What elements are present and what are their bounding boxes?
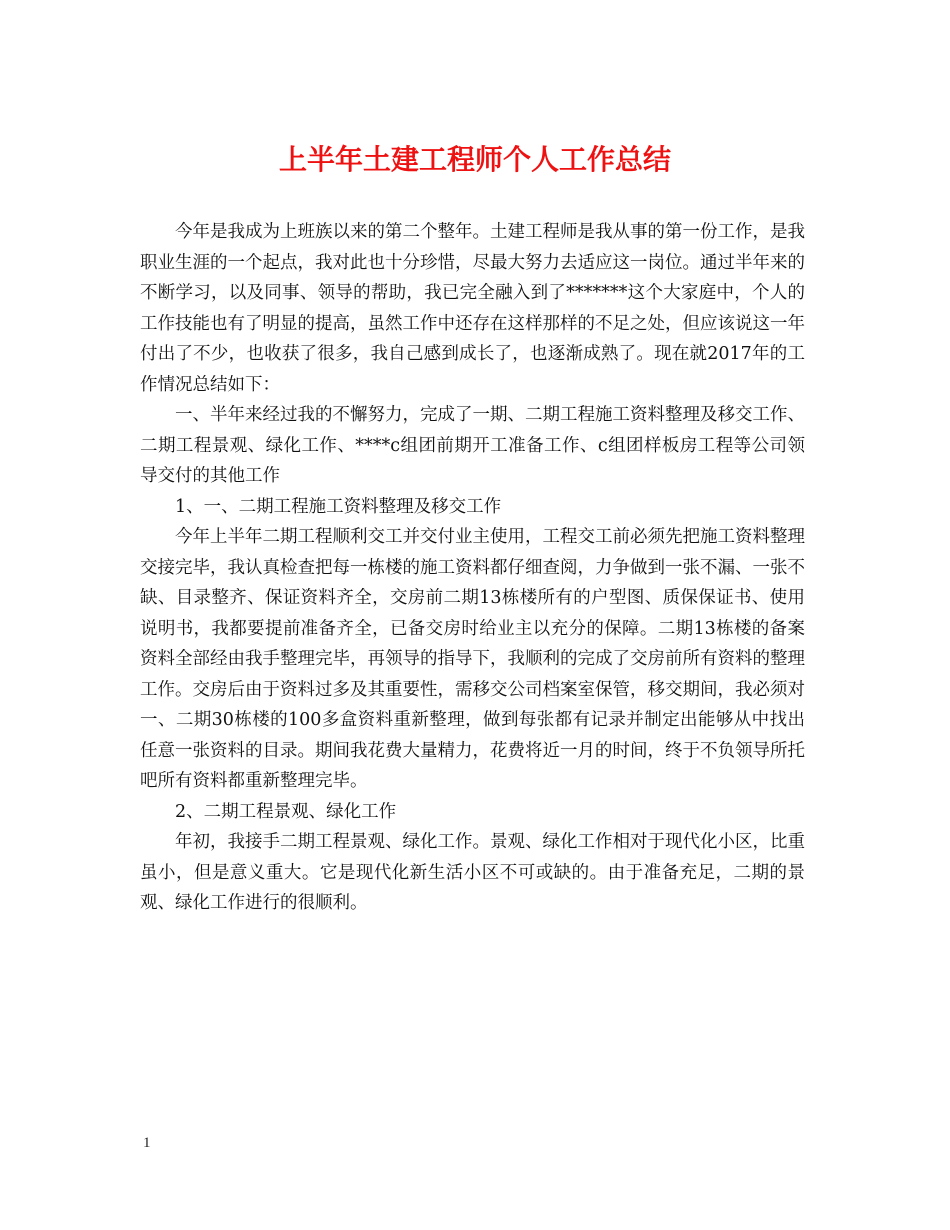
paragraph-landscape: 年初，我接手二期工程景观、绿化工作。景观、绿化工作相对于现代化小区，比重虽小，但是意义重大。它是现代化新生活小区不可或缺的。由于准备充足，二期的景观、绿化工作进行的很顺利。 — [140, 832, 805, 913]
document-title: 上半年土建工程师个人工作总结 — [278, 143, 671, 176]
paragraph-materials: 今年上半年二期工程顺利交工并交付业主使用，工程交工前必须先把施工资料整理交接完毕，我认真检查把每一栋楼的施工资料都仔细查阅，力争做到一张不漏、一张不缺、目录整齐、保证资料齐全，交房前二期13栋楼所有的户型图、质保保证书、使用说明书，我都要提前准备齐全，已备交房时给业主以充分的保障。二期13栋楼的备案资料全部经由我手整理完毕，再领导的指导下，我顺利的完成了交房前所有资料的整理工作。交房后由于资料过多及其重要性，需移交公司档案室保管，移交期间，我必须对一、二期30栋楼的100多盒资料重新整理，做到每张都有记录并制定出能够从中找出任意一张资料的目录。期间我花费大量精力，花费将近一月的时间，终于不负领导所托吧所有资料都重新整理完毕。 — [140, 527, 805, 791]
paragraph-intro: 今年是我成为上班族以来的第二个整年。土建工程师是我从事的第一份工作，是我职业生涯的一个起点，我对此也十分珍惜，尽最大努力去适应这一岗位。通过半年来的不断学习，以及同事、领导的帮助，我已完全融入到了*******这个大家庭中，个人的工作技能也有了明显的提高，虽然工作中还存在这样那样的不足之处，但应该说这一年付出了不少，也收获了很多，我自己感到成长了，也逐渐成熟了。现在就2017年的工作情况总结如下： — [140, 222, 805, 395]
paragraph-heading-1: 1、一、二期工程施工资料整理及移交工作 — [175, 496, 502, 517]
document-body — [140, 217, 805, 919]
paragraph-section-one: 一、半年来经过我的不懈努力，完成了一期、二期工程施工资料整理及移交工作、二期工程景观、绿化工作、****c组团前期开工准备工作、c组团样板房工程等公司领导交付的其他工作 — [140, 405, 805, 486]
page-number: 1 — [143, 1135, 151, 1151]
paragraph-heading-2: 2、二期工程景观、绿化工作 — [175, 801, 397, 822]
